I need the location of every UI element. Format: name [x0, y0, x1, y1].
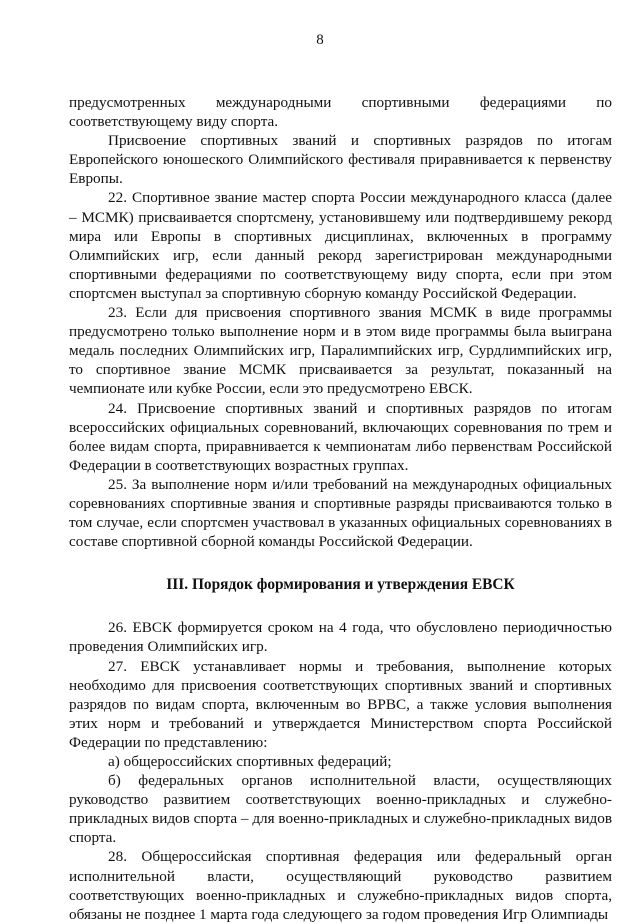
section-heading: III. Порядок формирования и утверждения ЕВСК: [166, 576, 515, 594]
paragraphs-before-section: [69, 93, 612, 551]
paragraph: 25. За выполнение норм и/или требований на международных официальных соревнованиях спортивные звания и спортивные разряды присваиваются только в том случае, если спортсмен участвовал в указанных официальных соревнованиях в составе спортивной сборной команды Российской Федерации.: [69, 475, 612, 551]
page-number: 8: [316, 32, 324, 48]
paragraph: Присвоение спортивных званий и спортивных разрядов по итогам Европейского юношеского Олимпийского фестиваля приравнивается к первенству Европы.: [69, 132, 612, 188]
paragraph: 27. ЕВСК устанавливает нормы и требования, выполнение которых необходимо для присвоения соответствующих спортивных званий и спортивных разрядов по видам спорта, включенным во ВРВС, а также условия выполнения этих норм и требований и утверждается Министерством спорта Российской Федерации по представлению:: [69, 657, 612, 751]
paragraph: б) федеральных органов исполнительной власти, осуществляющих руководство развитием соответствующих военно-прикладных и служебно-прикладных видов спорта – для военно-прикладных и служебно-прикладных видов спорта.: [69, 772, 612, 847]
paragraphs-after-section: [69, 618, 612, 924]
paragraph: 24. Присвоение спортивных званий и спортивных разрядов по итогам всероссийских официальных соревнований, включающих соревнования по трем и более видам спорта, приравнивается к чемпионатам либо первенствам Российской Федерации в соответствующих возрастных группах.: [69, 399, 612, 474]
paragraph: 22. Спортивное звание мастер спорта России международного класса (далее – МСМК) присваивается спортсмену, установившему или подтвердившему рекорд мира или Европы в спортивных дисциплинах, включенных в программу Олимпийских игр, если данный рекорд зарегистрирован международными спортивными федерациями по соответствующему виду спорта, если при этом спортсмен выступал за спортивную сборную команду Российской Федерации.: [69, 189, 612, 302]
paragraph: предусмотренных международными спортивными федерациями по соответствующему виду спорта.: [69, 94, 612, 131]
paragraph: 23. Если для присвоения спортивного звания МСМК в виде программы предусмотрено только выполнение норм и в этом виде программы была выиграна медаль последних Олимпийских игр, Паралимпийских игр, Сурдлимпийских игр, то спортивное звание МСМК присваивается за результат, показанный на чемпионате или кубке России, если это предусмотрено ЕВСК.: [69, 304, 612, 398]
document-body: [69, 93, 612, 924]
paragraph: а) общероссийских спортивных федераций;: [108, 753, 392, 770]
paragraph: 28. Общероссийская спортивная федерация или федеральный орган исполнительной власти, осуществляющий руководство развитием соответствующих военно-прикладных и служебно-прикладных видов спорта, обязаны не позднее 1 марта года следующего за годом проведения Игр Олимпиады: [69, 848, 612, 923]
paragraph: 26. ЕВСК формируется сроком на 4 года, что обусловлено периодичностью проведения Олимпийских игр.: [69, 619, 612, 656]
